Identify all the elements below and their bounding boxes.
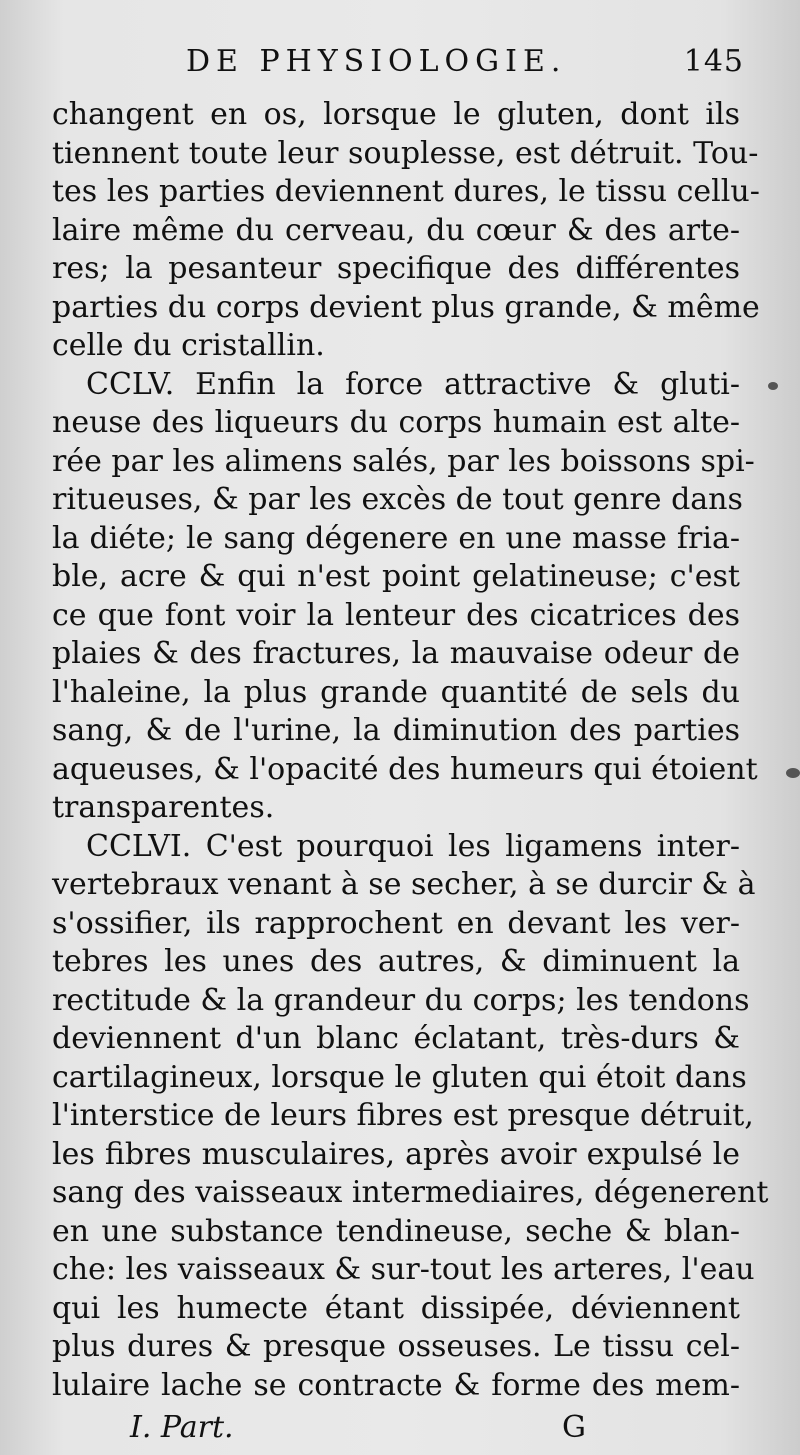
text-line: la diéte; le sang dégenere en une masse fria- [52, 520, 740, 556]
text-line: tebres les unes des autres, & diminuent la [52, 944, 740, 979]
text-line: cartilagineux, lorsque le gluten qui étoit dans [52, 1059, 747, 1095]
ink-speck [786, 768, 800, 778]
text-line: parties du corps devient plus grande, & même [52, 289, 760, 325]
signature-mark: I. Part. [130, 1410, 234, 1445]
text-line: qui les humecte étant dissipée, déviennent [52, 1290, 740, 1326]
paragraph-start-cclvi: CCLVI. C'est pourquoi les ligamens inter- [86, 828, 740, 864]
running-title: DE PHYSIOLOGIE. [186, 44, 567, 79]
text-line: deviennent d'un blanc éclatant, très-durs & [52, 1021, 740, 1056]
text-line: en une substance tendineuse, seche & blan- [52, 1213, 740, 1249]
text-line: rectitude & la grandeur du corps; les tendons [52, 982, 750, 1018]
text-line: celle du cristallin. [52, 328, 325, 363]
text-line: ritueuses, & par les excès de tout genre dans [52, 482, 743, 517]
ink-speck [768, 382, 778, 390]
signature-letter: G [562, 1410, 586, 1445]
page-header [52, 44, 744, 96]
text-line: lulaire lache se contracte & forme des mem- [52, 1367, 740, 1403]
text-line: neuse des liqueurs du corps humain est alte- [52, 405, 740, 440]
text-line: plaies & des fractures, la mauvaise odeur de [52, 636, 740, 671]
page-number: 145 [683, 44, 744, 79]
page-footer [52, 1410, 740, 1450]
text-line: changent en os, lorsque le gluten, dont ils [52, 97, 740, 132]
text-line: s'ossifier, ils rapprochent en devant les ver- [52, 905, 740, 941]
text-line: l'haleine, la plus grande quantité de sels du [52, 674, 740, 710]
body-text [52, 96, 769, 1405]
text-line: ce que font voir la lenteur des cicatrices des [52, 597, 740, 633]
text-line: res; la pesanteur specifique des différentes [52, 251, 740, 286]
text-line: laire même du cerveau, du cœur & des arte- [52, 212, 740, 248]
text-line: sang des vaisseaux intermediaires, dégenerent [52, 1175, 769, 1210]
text-line: plus dures & presque osseuses. Le tissu cel- [52, 1329, 740, 1364]
text-line: rée par les alimens salés, par les boissons spi- [52, 443, 755, 479]
text-line: l'interstice de leurs fibres est presque détruit, [52, 1098, 754, 1133]
text-line: tiennent toute leur souplesse, est détruit. Tou- [52, 135, 759, 171]
text-line: aqueuses, & l'opacité des humeurs qui étoient [52, 751, 758, 787]
text-line: les fibres musculaires, après avoir expulsé le [52, 1136, 740, 1172]
text-line: sang, & de l'urine, la diminution des parties [52, 713, 740, 748]
text-line: tes les parties deviennent dures, le tissu cellu- [52, 174, 760, 209]
paragraph-start-cclv: CCLV. Enfin la force attractive & gluti- [86, 366, 740, 402]
text-line: ble, acre & qui n'est point gelatineuse; c'est [52, 559, 740, 594]
text-line: che: les vaisseaux & sur-tout les arteres, l'eau [52, 1252, 755, 1287]
text-line: transparentes. [52, 790, 275, 825]
text-line: vertebraux venant à se secher, à se durcir & à [52, 867, 756, 902]
